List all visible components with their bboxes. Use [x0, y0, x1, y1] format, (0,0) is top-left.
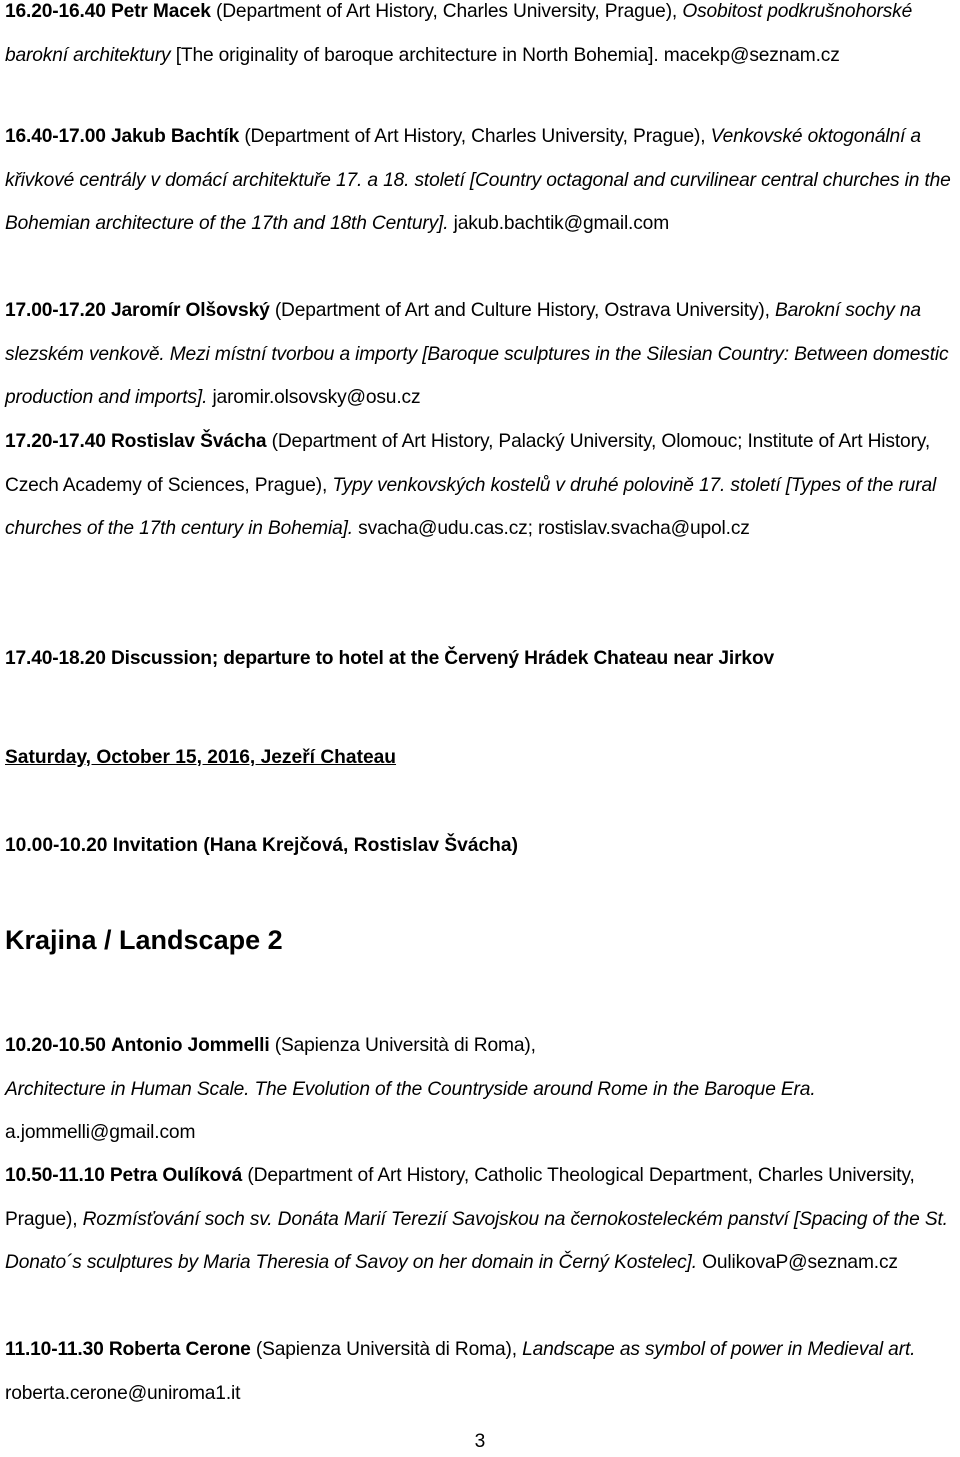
entry-email: macekp@seznam.cz: [663, 44, 840, 66]
entry-email: jakub.bachtik@gmail.com: [453, 213, 670, 234]
program-entry-oulikova: [5, 1154, 955, 1285]
entry-email: OulikovaP@seznam.cz: [702, 1252, 898, 1273]
entry-email: svacha@udu.cas.cz; rostislav.svacha@upol.cz: [358, 518, 750, 539]
entry-title-original: Osobitost podkrušnohorské barokní architektury: [5, 1, 913, 66]
entry-speaker: Rostislav Švácha: [110, 431, 267, 452]
entry-title-original: Venkovské oktogonální a křivkové centrály v domácí architektuře 17. a 18. století: [5, 126, 921, 191]
entry-speaker: Petra Oulíková: [109, 1165, 243, 1186]
entry-time: 10.50-11.10: [5, 1165, 105, 1186]
entry-email: jaromir.olsovsky@osu.cz: [212, 387, 421, 408]
entry-time: 16.20-16.40: [5, 1, 106, 22]
entry-time: 11.10-11.30: [5, 1339, 104, 1360]
entry-title-english: [Spacing of the St. Donato´s sculptures by Maria Theresia of Savoy on her domain in Černý Kostelec].: [5, 1208, 948, 1273]
entry-speaker: Jaromír Olšovský: [110, 300, 270, 321]
entry-affiliation: (Department of Art History, Catholic Theological Department, Charles University, Prague),: [5, 1165, 915, 1230]
entry-title: Architecture in Human Scale. The Evolution of the Countryside around Rome in the Baroque Era.: [5, 1078, 816, 1100]
entry-affiliation: (Department of Art History, Palacký University, Olomouc; Institute of Art History, Czech Academy of Sciences, Prague),: [5, 431, 931, 496]
entry-title-english: [Country octagonal and curvilinear central churches in the Bohemian architecture of the 17th and 18th Century].: [5, 169, 951, 234]
entry-title-original: Barokní sochy na slezském venkově. Mezi místní tvorbou a importy: [5, 300, 921, 365]
discussion-entry: 17.40-18.20 Discussion; departure to hotel at the Červený Hrádek Chateau near Jirkov: [5, 648, 775, 669]
invitation-entry: 10.00-10.20 Invitation (Hana Krejčová, Rostislav Švácha): [5, 835, 518, 856]
program-entry-jommelli: [5, 1024, 816, 1155]
section-heading: Krajina / Landscape 2: [5, 925, 283, 955]
program-entry-olsovsky: [5, 289, 955, 420]
entry-affiliation: (Department of Art and Culture History, Ostrava University),: [274, 300, 770, 321]
entry-speaker: Roberta Cerone: [108, 1339, 251, 1360]
entry-time: 17.20-17.40: [5, 431, 106, 452]
entry-affiliation: (Department of Art History, Charles University, Prague),: [215, 1, 678, 22]
entry-time: 10.20-10.50: [5, 1035, 106, 1056]
entry-email: roberta.cerone@uniroma1.it: [5, 1382, 241, 1404]
program-entry-svacha: [5, 420, 955, 551]
program-entry-macek: [5, 0, 955, 77]
entry-speaker: Jakub Bachtík: [110, 126, 240, 147]
entry-affiliation: (Sapienza Università di Roma),: [255, 1339, 517, 1360]
entry-title-english: [Types of the rural churches of the 17th century in Bohemia].: [5, 474, 937, 539]
entry-time: 16.40-17.00: [5, 126, 106, 147]
entry-speaker: Petr Macek: [110, 1, 211, 22]
entry-affiliation: (Department of Art History, Charles University, Prague),: [244, 126, 706, 147]
entry-title-english: [Baroque sculptures in the Silesian Country: Between domestic production and imports].: [5, 343, 949, 408]
entry-affiliation: (Sapienza Università di Roma),: [274, 1035, 536, 1056]
entry-email: a.jommelli@gmail.com: [5, 1122, 196, 1143]
entry-title-original: Rozmísťování soch sv. Donáta Marií Terezií Savojskou na černokosteleckém panství: [82, 1208, 789, 1230]
entry-title: Landscape as symbol of power in Medieval art.: [522, 1339, 916, 1360]
day-heading: Saturday, October 15, 2016, Jezeří Chateau: [5, 747, 397, 768]
entry-time: 17.00-17.20: [5, 300, 106, 321]
entry-title-english: [The originality of baroque architecture in North Bohemia].: [175, 44, 659, 66]
program-entry-bachtik: [5, 115, 955, 246]
entry-speaker: Antonio Jommelli: [110, 1035, 270, 1056]
program-entry-cerone: [5, 1328, 955, 1415]
page-number: 3: [474, 1431, 486, 1452]
entry-title-original: Typy venkovských kostelů v druhé polovině 17. století: [332, 474, 781, 496]
